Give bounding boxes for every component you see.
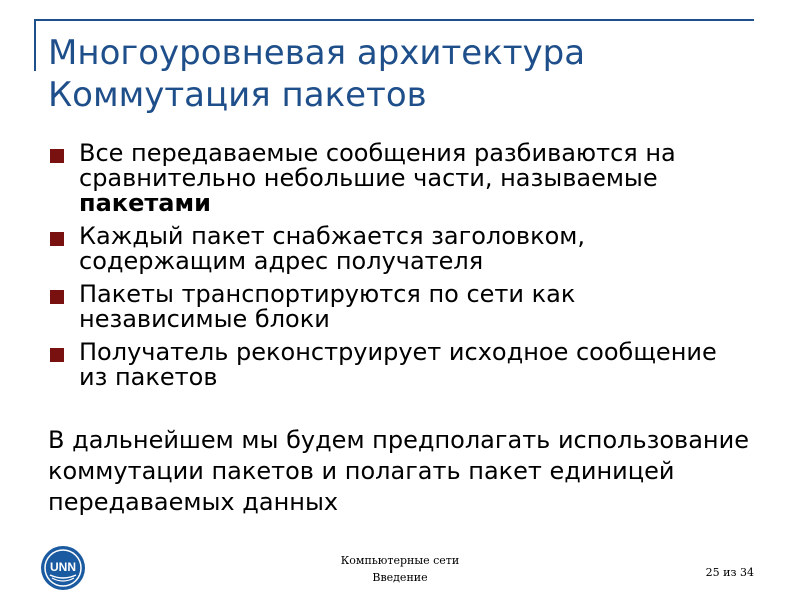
square-bullet-icon <box>50 348 64 362</box>
footer <box>300 552 500 586</box>
logo-text: UNN <box>50 560 76 574</box>
bullet-text: Все передаваемые сообщения разбиваются на сравнительно небольшие части, называемые <box>79 139 676 192</box>
square-bullet-icon <box>50 290 64 304</box>
summary-paragraph: В дальнейшем мы будем предполагать использование коммутации пакетов и полагать пакет единицей передаваемых данных <box>48 426 749 516</box>
list-item <box>48 282 748 332</box>
footer-course: Компьютерные сети <box>340 554 460 567</box>
square-bullet-icon <box>50 232 64 246</box>
list-item <box>48 340 748 390</box>
university-logo-icon <box>40 545 86 591</box>
footer-section: Введение <box>372 571 428 584</box>
slide-title-line-2: Коммутация пакетов <box>48 75 427 115</box>
page-number: 25 из 34 <box>705 566 754 579</box>
bullet-bold-term: пакетами <box>79 189 211 217</box>
top-divider-line <box>36 19 754 21</box>
slide-title-line-1: Многоуровневая архитектура <box>48 33 586 73</box>
square-bullet-icon <box>50 149 64 163</box>
bullet-text: Каждый пакет снабжается заголовком, содержащим адрес получателя <box>79 222 585 275</box>
list-item <box>48 224 748 274</box>
bullet-text: Пакеты транспортируются по сети как независимые блоки <box>79 280 576 333</box>
bullet-list <box>48 141 748 398</box>
slide-title <box>48 32 768 116</box>
list-item <box>48 141 748 216</box>
left-divider-line <box>34 19 36 71</box>
bullet-text: Получатель реконструирует исходное сообщение из пакетов <box>79 338 717 391</box>
